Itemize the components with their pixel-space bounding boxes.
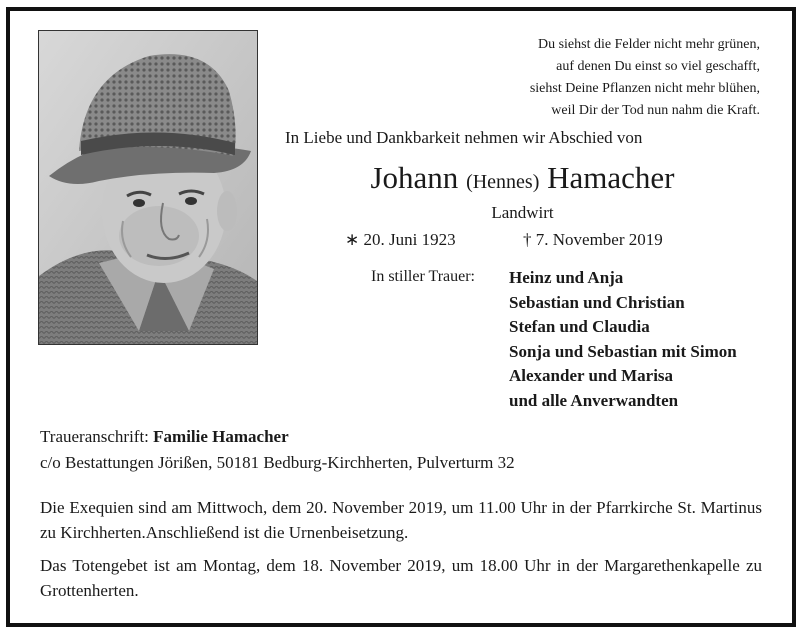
- occupation: Landwirt: [491, 203, 554, 222]
- mourner-name: Stefan und Claudia: [509, 317, 650, 336]
- last-name: Hamacher: [547, 160, 675, 195]
- mourner-name: und alle Anverwandten: [509, 390, 679, 410]
- intro-text: In Liebe und Dankbarkeit nehmen wir Abschied von: [285, 128, 643, 147]
- mourners-list: [509, 266, 737, 413]
- mourning-label: In stiller Trauer:: [371, 268, 475, 285]
- deceased-name: [260, 160, 785, 196]
- first-name: Johann: [370, 160, 459, 195]
- poem-line: Du siehst die Felder nicht mehr grünen,: [537, 37, 760, 52]
- poem-line: auf denen Du einst so viel geschafft,: [556, 59, 760, 74]
- mourning-address: [40, 424, 515, 476]
- birth-date: ∗ 20. Juni 1923: [345, 230, 456, 249]
- poem: [470, 34, 760, 122]
- totengebet-notice: Das Totengebet ist am Montag, dem 18. November 2019, um 18.00 Uhr in der Margarethenkapelle zu Grottenherten.: [40, 556, 762, 600]
- address-label: Traueranschrift:: [40, 427, 149, 446]
- poem-line: siehst Deine Pflanzen nicht mehr blühen,: [529, 81, 760, 96]
- address-family: Familie Hamacher: [153, 427, 289, 446]
- portrait-photo: [38, 30, 258, 345]
- poem-line: weil Dir der Tod nun nahm die Kraft.: [551, 103, 760, 118]
- address-line-2: c/o Bestattungen Jörißen, 50181 Bedburg-Kirchherten, Pulverturm 32: [40, 453, 515, 472]
- mourner-name: Alexander und Marisa: [509, 366, 674, 385]
- mourner-name: Heinz und Anja: [509, 268, 624, 287]
- exequien-notice: Die Exequien sind am Mittwoch, dem 20. November 2019, um 11.00 Uhr in der Pfarrkirche St. Martinus zu Kirchherten.Anschließend ist die Urnenbeisetzung.: [40, 498, 762, 542]
- mourner-name: Sonja und Sebastian mit Simon: [509, 341, 737, 361]
- mourner-name: Sebastian und Christian: [509, 292, 685, 312]
- nickname: (Hennes): [466, 171, 540, 193]
- address-line-1: [40, 424, 515, 450]
- portrait-image: [39, 31, 257, 344]
- death-date: † 7. November 2019: [523, 230, 663, 249]
